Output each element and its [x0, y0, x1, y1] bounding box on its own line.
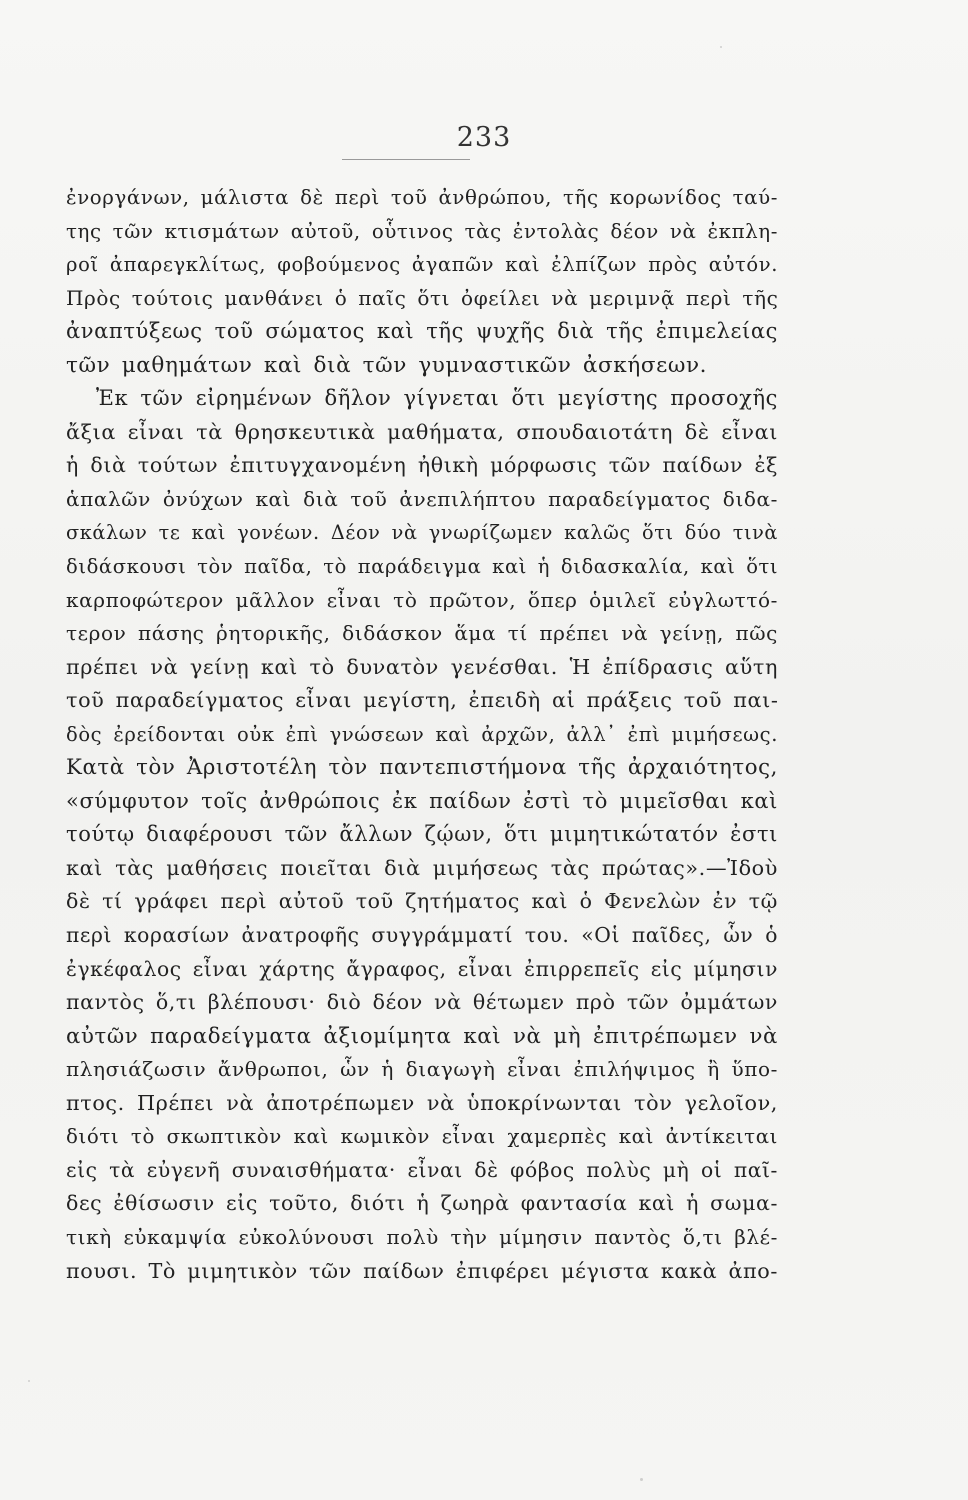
text-line: Ἐκ τῶν εἰρημένων δῆλον γίγνεται ὅτι μεγίστης προσοχῆς — [96, 386, 778, 411]
text-line: ἁπαλῶν ὀνύχων καὶ διὰ τοῦ ἀνεπιλήπτου παραδείγματος διδα- — [66, 486, 778, 511]
text-line: ἄξια εἶναι τὰ θρησκευτικὰ μαθήματα, σπουδαιοτάτη δὲ εἶναι — [66, 419, 778, 444]
text-line: ἀναπτύξεως τοῦ σώματος καὶ τῆς ψυχῆς διὰ τῆς ἐπιμελείας — [66, 319, 778, 344]
paper-speck — [28, 1380, 30, 1382]
text-line: τοῦ παραδείγματος εἶναι μεγίστη, ἐπειδὴ αἱ πράξεις τοῦ παι- — [66, 688, 778, 713]
text-line: διότι τὸ σκωπτικὸν καὶ κωμικὸν εἶναι χαμερπὲς καὶ ἀντίκειται — [66, 1125, 778, 1149]
text-line: τικὴ εὐκαμψία εὐκολύνουσι πολὺ τὴν μίμησιν παντὸς ὅ,τι βλέ- — [66, 1224, 778, 1249]
text-line: πλησιάζωσιν ἄνθρωποι, ὧν ἡ διαγωγὴ εἶναι ἐπιλήψιμος ἢ ὕπο- — [66, 1057, 778, 1082]
text-line: Κατὰ τὸν Ἀριστοτέλη τὸν παντεπιστήμονα τῆς ἀρχαιότητος, — [66, 755, 778, 781]
text-line: Πρὸς τούτοις μανθάνει ὁ παῖς ὅτι ὀφείλει νὰ μεριμνᾷ περὶ τῆς — [66, 285, 778, 310]
text-line: παντὸς ὅ,τι βλέπουσι· διὸ δέον νὰ θέτωμεν πρὸ τῶν ὀμμάτων — [66, 990, 778, 1015]
text-line: ἐνοργάνων, μάλιστα δὲ περὶ τοῦ ἀνθρώπου, τῆς κορωνίδος ταύ- — [66, 186, 778, 209]
text-line: αὐτῶν παραδείγματα ἀξιομίμητα καὶ νὰ μὴ ἐπιτρέπωμεν νὰ — [66, 1023, 778, 1049]
text-line: ροῖ ἀπαρεγκλίτως, φοβούμενος ἀγαπῶν καὶ ἐλπίζων πρὸς αὐτόν. — [66, 253, 778, 277]
text-line: ἡ διὰ τούτων ἐπιτυγχανομένη ἠθικὴ μόρφωσις τῶν παίδων ἐξ — [66, 453, 778, 478]
text-line: εἰς τὰ εὐγενῆ συναισθήματα· εἶναι δὲ φόβος πολὺς μὴ οἱ παῖ- — [66, 1157, 778, 1182]
text-line: πουσι. Τὸ μιμητικὸν τῶν παίδων ἐπιφέρει μέγιστα κακὰ ἀπο- — [66, 1258, 778, 1283]
text-line: τῶν μαθημάτων καὶ διὰ τῶν γυμναστικῶν ἀσκήσεων. — [66, 352, 708, 378]
text-line: διδάσκουσι τὸν παῖδα, τὸ παράδειγμα καὶ ἡ διδασκαλία, καὶ ὅτι — [66, 555, 778, 579]
body-text — [66, 181, 778, 1288]
text-line: δὸς ἐρείδονται οὐκ ἐπὶ γνώσεων καὶ ἀρχῶν, ἀλλ᾽ ἐπὶ μιμήσεως. — [66, 722, 778, 746]
text-line: πτος. Πρέπει νὰ ἀποτρέπωμεν νὰ ὑποκρίνωνται τὸν γελοῖον, — [66, 1090, 778, 1115]
text-line: ἐγκέφαλος εἶναι χάρτης ἄγραφος, εἶναι ἐπιρρεπεῖς εἰς μίμησιν — [66, 956, 778, 981]
paper-speck — [720, 46, 722, 48]
text-line: δες ἐθίσωσιν εἰς τοῦτο, διότι ἡ ζωηρὰ φαντασία καὶ ἡ σωμα- — [66, 1191, 778, 1216]
text-line: δὲ τί γράφει περὶ αὐτοῦ τοῦ ζητήματος καὶ ὁ Φενελὼν ἐν τῷ — [66, 889, 778, 914]
text-line: τερον πάσης ῥητορικῆς, διδάσκον ἅμα τί πρέπει νὰ γείνῃ, πῶς — [66, 621, 778, 646]
text-line: «σύμφυτον τοῖς ἀνθρώποις ἐκ παίδων ἐστὶ τὸ μιμεῖσθαι καὶ — [66, 788, 778, 813]
paper-speck — [640, 1478, 643, 1481]
text-line: σκάλων τε καὶ γονέων. Δέον νὰ γνωρίζωμεν καλῶς ὅτι δύο τινὰ — [66, 521, 778, 545]
text-line: τούτῳ διαφέρουσι τῶν ἄλλων ζῴων, ὅτι μιμητικώτατόν ἐστι — [66, 822, 778, 847]
text-line: της τῶν κτισμάτων αὐτοῦ, οὗτινος τὰς ἐντολὰς δέον νὰ ἐκπλη- — [66, 219, 778, 243]
header-rule — [342, 159, 470, 160]
page-number: 233 — [456, 122, 512, 153]
text-line: καρποφώτερον μᾶλλον εἶναι τὸ πρῶτον, ὅπερ ὁμιλεῖ εὐγλωττό- — [66, 587, 778, 612]
text-line: πρέπει νὰ γείνῃ καὶ τὸ δυνατὸν γενέσθαι. Ἡ ἐπίδρασις αὕτη — [66, 654, 778, 679]
text-line: περὶ κορασίων ἀνατροφῆς συγγράμματί του. «Οἱ παῖδες, ὧν ὁ — [66, 923, 778, 948]
text-line: καὶ τὰς μαθήσεις ποιεῖται διὰ μιμήσεως τὰς πρώτας».—Ἰδοὺ — [66, 855, 778, 880]
